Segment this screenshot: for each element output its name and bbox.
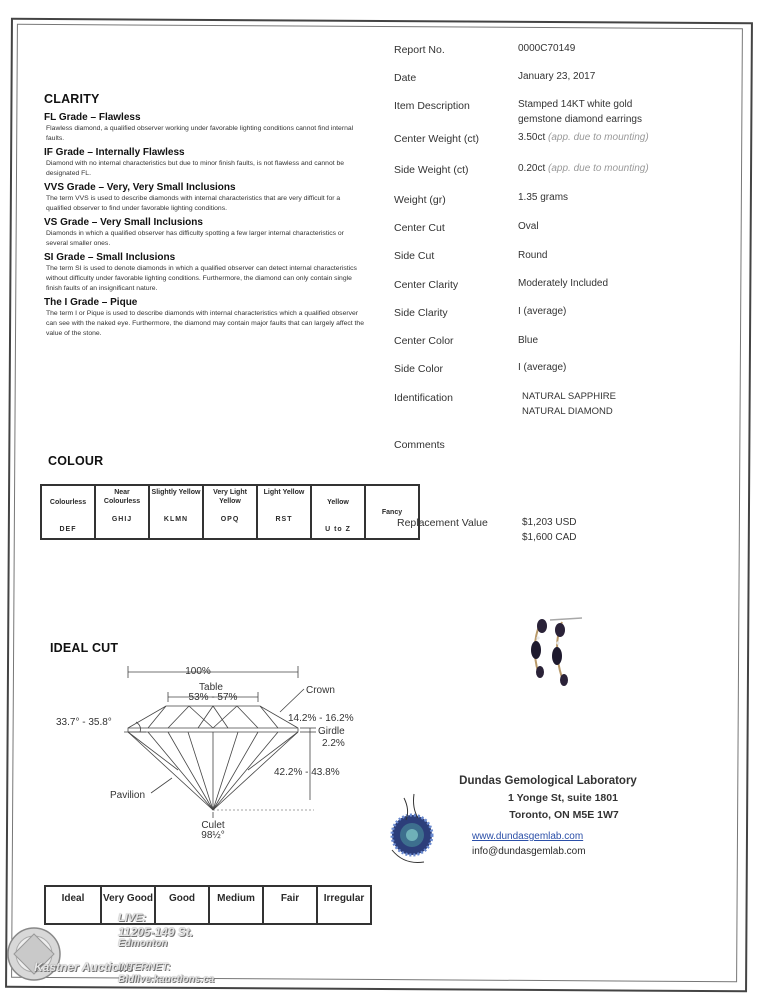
weight-value: 1.35 grams: [518, 192, 569, 203]
colour-label: Yellow: [327, 499, 349, 506]
clarity-grade: [44, 182, 364, 214]
grade-heading: IF Grade – Internally Flawless: [44, 147, 185, 158]
lab-contact: [472, 829, 586, 859]
colour-label: Near Colourless: [103, 489, 141, 505]
grade-description: The term SI is used to denote diamonds in which a qualified observer can detect internal characteristics without difficulty under favorable lighting conditions. Furthermore, the diamond can only contain single finish faults of an insignificant nature.: [46, 265, 357, 292]
center-weight-value: [518, 130, 649, 145]
internet-label: INTERNET:: [118, 962, 171, 973]
colour-scale-table: [40, 484, 420, 540]
clarity-grade: [44, 297, 364, 339]
lab-address-line1: 1 Yonge St, suite 1801: [508, 792, 618, 804]
earrings-photo: [520, 612, 590, 692]
crown-angle-label: 33.7° - 35.8°: [56, 717, 112, 728]
girdle-percent-label: 2.2%: [322, 738, 345, 749]
item-description-label: Item Description: [394, 100, 470, 112]
grade-description: Flawless diamond, a qualified observer working under favorable lighting conditions cannot find internal faults.: [46, 125, 354, 142]
report-no-label: Report No.: [394, 44, 445, 56]
lab-email: info@dundasgemlab.com: [472, 846, 586, 857]
auction-watermark: [0, 910, 260, 1000]
colour-cell: [365, 485, 419, 539]
crown-label: Crown: [306, 685, 335, 696]
culet-label: Culet: [201, 820, 225, 831]
center-weight-ct: 3.50ct: [518, 132, 546, 143]
ideal-cut-title: IDEAL CUT: [50, 641, 119, 655]
colour-range: RST: [275, 516, 293, 523]
side-clarity-value: I (average): [518, 306, 567, 317]
side-weight-value: [518, 161, 649, 176]
identification-value: [522, 389, 616, 419]
colour-cell: [149, 485, 203, 539]
cut-grade-cell: Medium: [209, 886, 263, 924]
culet-value-label: 98½°: [201, 830, 225, 840]
lab-website-link[interactable]: www.dundasgemlab.com: [472, 831, 584, 842]
side-weight-ct: 0.20ct: [518, 163, 546, 174]
cut-grade-cell: Ideal: [45, 886, 101, 924]
item-description-value: Stamped 14KT white gold gemstone diamond earrings: [518, 99, 642, 125]
colour-label: Light Yellow: [263, 489, 305, 496]
replacement-value-cad: $1,600 CAD: [522, 532, 577, 543]
colour-cell: [95, 485, 149, 539]
comments-label: Comments: [394, 439, 445, 451]
colour-label: Fancy: [381, 508, 403, 516]
center-clarity-value: Moderately Included: [518, 278, 609, 289]
clarity-grade: [44, 112, 364, 144]
clarity-grade: [44, 147, 364, 179]
table-percent-label: 53% - 57%: [188, 692, 238, 703]
clarity-title: CLARITY: [44, 92, 100, 106]
cut-grade-cell: Very Good: [101, 886, 155, 924]
identification-secondary: NATURAL DIAMOND: [522, 406, 613, 417]
auction-site: Bidlive.kauctions.ca: [118, 974, 215, 985]
auction-address: 11205-149 St.: [118, 925, 194, 939]
colour-range: U to Z: [325, 526, 351, 533]
side-weight-note: (app. due to mounting): [548, 163, 649, 174]
grade-heading: VVS Grade – Very, Very Small Inclusions: [44, 182, 236, 193]
girdle-label: Girdle: [318, 726, 345, 737]
cut-grade-cell: Good: [155, 886, 209, 924]
identification-label: Identification: [394, 392, 453, 404]
colour-cell: [257, 485, 311, 539]
grade-description: The term I or Pique is used to describe diamonds with internal characteristics which a qualified observer can see with the naked eye. Furthermore, the diamond may contain major faults that can largely affect the value of the stone.: [46, 310, 364, 337]
width-label: 100%: [185, 666, 211, 677]
pavilion-label: Pavilion: [110, 790, 146, 801]
clarity-grade: [44, 217, 364, 249]
grade-description: Diamonds in which a qualified observer has difficulty spotting a few larger internal characteristics or several smaller ones.: [46, 230, 344, 247]
colour-label: Slightly Yellow: [151, 489, 201, 496]
grade-heading: FL Grade – Flawless: [44, 112, 141, 123]
date-value: January 23, 2017: [518, 71, 596, 82]
diamond-outline: [128, 706, 298, 810]
cut-grade-cell: Irregular: [317, 886, 371, 924]
clarity-grade: [44, 252, 364, 294]
lab-address-line2: Toronto, ON M5E 1W7: [509, 809, 619, 821]
colour-cell: [41, 485, 95, 539]
center-cut-label: Center Cut: [394, 222, 445, 234]
cut-grade-cell: Fair: [263, 886, 317, 924]
colour-range: KLMN: [163, 516, 189, 523]
center-cut-value: Oval: [518, 221, 539, 232]
colour-range: DEF: [59, 526, 77, 533]
grade-heading: VS Grade – Very Small Inclusions: [44, 217, 203, 228]
crown-height-label: 14.2% - 16.2%: [288, 713, 354, 724]
side-color-label: Side Color: [394, 363, 444, 375]
replacement-value-usd: $1,203 USD: [522, 517, 577, 528]
identification-primary: NATURAL SAPPHIRE: [522, 391, 616, 402]
side-clarity-label: Side Clarity: [394, 307, 448, 319]
colour-title: COLOUR: [48, 454, 104, 468]
side-color-value: I (average): [518, 362, 567, 373]
grade-description: The term VVS is used to describe diamonds with internal characteristics that are very difficult for a qualified observer to find under favorable lighting conditions.: [46, 195, 341, 212]
replacement-value: [522, 515, 576, 545]
lab-seal-hologram: [384, 790, 434, 870]
weight-label: Weight (gr): [394, 194, 446, 206]
center-color-value: Blue: [518, 335, 539, 346]
center-weight-note: (app. due to mounting): [548, 132, 649, 143]
grade-heading: The I Grade – Pique: [44, 297, 138, 308]
date-label: Date: [394, 72, 417, 84]
auction-brand: Kastner Auctions: [34, 960, 133, 974]
pavilion-depth-label: 42.2% - 43.8%: [274, 767, 340, 778]
report-no-value: 0000C70149: [518, 43, 576, 54]
side-weight-label: Side Weight (ct): [394, 164, 469, 176]
grade-description: Diamond with no internal characteristics but due to minor finish faults, is not flawless and cannot be designated FL.: [46, 160, 345, 177]
center-weight-label: Center Weight (ct): [394, 133, 479, 145]
live-label: LIVE:: [118, 912, 147, 924]
colour-cell: [203, 485, 257, 539]
colour-cell: [311, 485, 365, 539]
clarity-section: [44, 92, 364, 339]
replacement-value-label: Replacement Value: [397, 517, 488, 529]
side-cut-value: Round: [518, 250, 548, 261]
lab-info: [438, 775, 658, 821]
colour-range: GHIJ: [111, 516, 133, 523]
grade-heading: SI Grade – Small Inclusions: [44, 252, 176, 263]
diamond-diagram: [48, 660, 368, 840]
center-color-label: Center Color: [394, 335, 454, 347]
colour-label: Colourless: [49, 499, 87, 506]
side-cut-label: Side Cut: [394, 250, 435, 262]
table-label: Table: [199, 682, 223, 693]
center-clarity-label: Center Clarity: [394, 279, 459, 291]
auction-city: Edmonton: [118, 938, 168, 949]
colour-label: Very Light Yellow: [213, 489, 247, 505]
colour-range: OPQ: [220, 516, 240, 523]
lab-name: Dundas Gemological Laboratory: [459, 775, 637, 787]
auction-logo: [4, 914, 108, 994]
